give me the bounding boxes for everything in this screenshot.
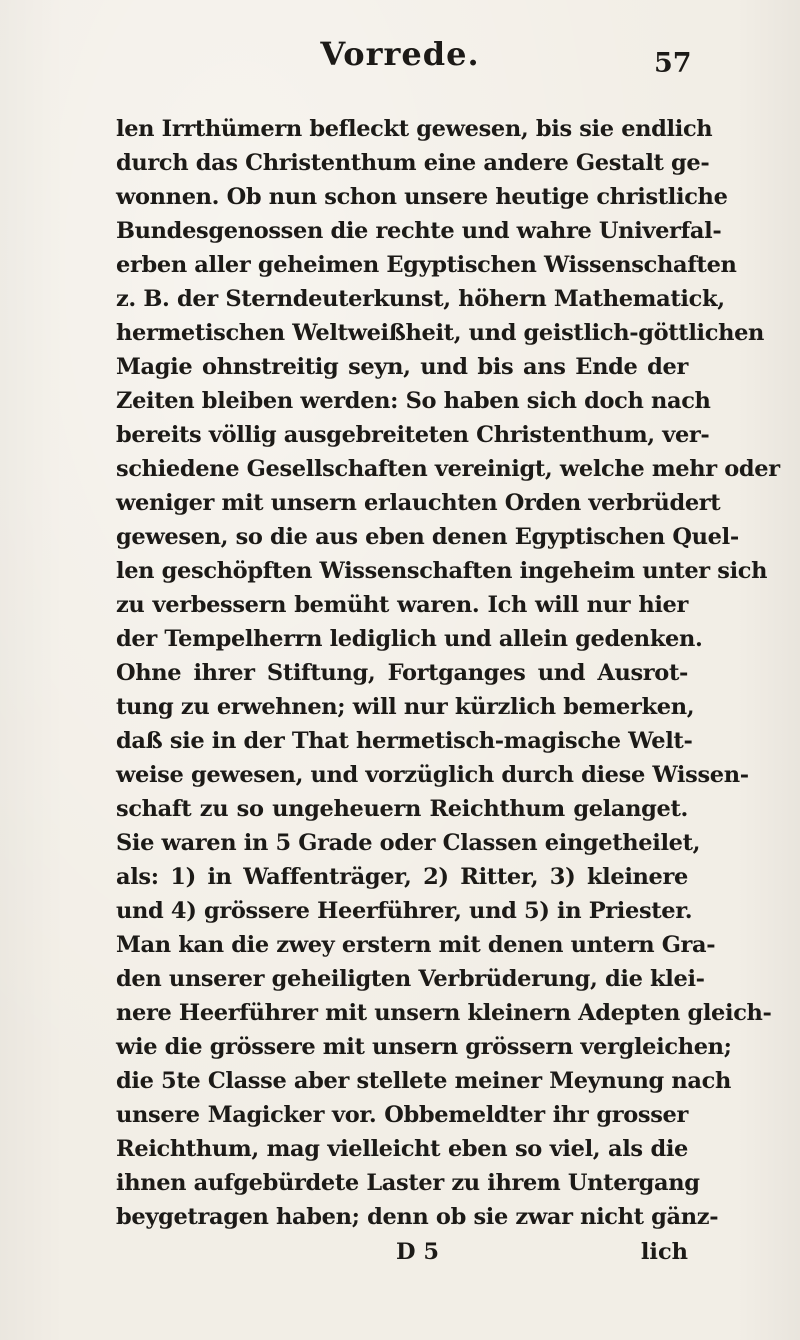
text-line: Ohne ihrer Stiftung, Fortganges und Ausrot- [116,660,688,686]
text-line: erben aller geheimen Egyptischen Wissenschaften [116,252,737,278]
text-line: nere Heerführer mit unsern kleinern Adepten gleich- [116,1000,772,1026]
body-text [116,110,780,1310]
page-number: 57 [654,48,692,79]
text-line: beygetragen haben; denn ob sie zwar nicht gänz- [116,1204,719,1230]
text-line: den unserer geheiligten Verbrüderung, die klei- [116,966,705,992]
text-line: unsere Magicker vor. Obbemeldter ihr grosser [116,1102,688,1128]
text-line: len geschöpften Wissenschaften ingeheim unter sich [116,558,768,584]
text-line: ihnen aufgebürdete Laster zu ihrem Untergang [116,1170,700,1196]
text-line: durch das Christenthum eine andere Gestalt ge- [116,150,710,176]
text-line: wonnen. Ob nun schon unsere heutige christliche [116,184,728,210]
signature-mark: D 5 [396,1239,440,1265]
text-line: Zeiten bleiben werden: So haben sich doch nach [116,388,711,414]
page-footer [116,1232,688,1272]
text-line: hermetischen Weltweißheit, und geistlich-göttlichen [116,320,765,346]
text-line: gewesen, so die aus eben denen Egyptischen Quel- [116,524,739,550]
text-line: die 5te Classe aber stellete meiner Meynung nach [116,1068,731,1094]
text-line: weise gewesen, und vorzüglich durch diese Wissen- [116,762,749,788]
text-line: weniger mit unsern erlauchten Orden verbrüdert [116,490,721,516]
text-line: als: 1) in Waffenträger, 2) Ritter, 3) kleinere [116,864,688,890]
text-line: zu verbessern bemüht waren. Ich will nur hier [116,592,688,618]
text-line: Reichthum, mag vielleicht eben so viel, als die [116,1136,688,1162]
text-line: schiedene Gesellschaften vereinigt, welche mehr oder [116,456,780,482]
catchword: lich [640,1239,688,1265]
text-line: Man kan die zwey erstern mit denen untern Gra- [116,932,716,958]
text-line: tung zu erwehnen; will nur kürzlich bemerken, [116,694,695,720]
text-line: daß sie in der That hermetisch-magische Welt- [116,728,693,754]
text-line: wie die grössere mit unsern grössern vergleichen; [116,1034,732,1060]
text-line: der Tempelherrn lediglich und allein gedenken. [116,626,703,652]
text-line: z. B. der Sterndeuterkunst, höhern Mathematick, [116,286,725,312]
page-title: Vorrede. [320,35,480,73]
text-line: und 4) grössere Heerführer, und 5) in Priester. [116,898,693,924]
text-line: schaft zu so ungeheuern Reichthum gelanget. [116,796,688,822]
text-line: Magie ohnstreitig seyn, und bis ans Ende der [116,354,688,380]
text-line: len Irrthümern befleckt gewesen, bis sie endlich [116,116,713,142]
text-line: Sie waren in 5 Grade oder Classen eingetheilet, [116,830,701,856]
running-head [0,0,800,100]
text-line: bereits völlig ausgebreiteten Christenthum, ver- [116,422,710,448]
text-line: Bundesgenossen die rechte und wahre Univerfal- [116,218,722,244]
